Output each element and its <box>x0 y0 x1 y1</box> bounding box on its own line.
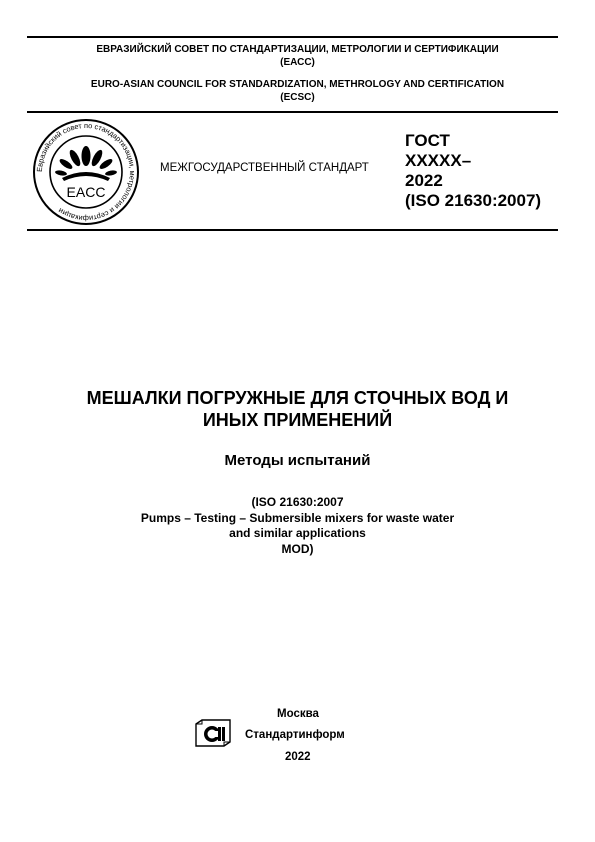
council-en-abbr: (ECSC) <box>280 92 315 103</box>
council-ru <box>0 43 595 69</box>
iso-line3: and similar applications <box>229 526 366 540</box>
seal-emblem-icon <box>55 146 118 181</box>
standard-type: МЕЖГОСУДАРСТВЕННЫЙ СТАНДАРТ <box>160 162 369 174</box>
standartinform-logo <box>192 718 234 748</box>
publication-year: 2022 <box>285 751 311 763</box>
title-line2: ИНЫХ ПРИМЕНЕНИЙ <box>202 410 393 430</box>
iso-line2: Pumps – Testing – Submersible mixers for waste water <box>140 510 455 525</box>
designation-line2: ХХХХХ– <box>405 151 472 170</box>
top-rule <box>27 36 558 38</box>
council-en <box>0 78 595 104</box>
document-subtitle: Методы испытаний <box>224 452 371 469</box>
publisher-name: Стандартинформ <box>245 729 345 741</box>
council-ru-abbr: (ЕАСС) <box>280 57 315 68</box>
designation-line4: (ISO 21630:2007) <box>405 191 542 210</box>
iso-line4: MOD) <box>281 541 314 556</box>
publisher-city: Москва <box>277 708 319 720</box>
standard-designation <box>405 131 541 211</box>
council-en-name: EURO-ASIAN COUNCIL FOR STANDARDIZATION, METHROLOGY AND CERTIFICATION <box>90 79 505 90</box>
seal-ring-text: Евразийский совет по стандартизации, метрологии и сертификации <box>34 120 138 224</box>
title-line1: МЕШАЛКИ ПОГРУЖНЫЕ ДЛЯ СТОЧНЫХ ВОД И <box>86 388 509 408</box>
iso-line1: (ISO 21630:2007 <box>251 495 344 509</box>
bottom-header-rule <box>27 229 558 231</box>
iso-reference <box>0 495 595 557</box>
council-ru-name: ЕВРАЗИЙСКИЙ СОВЕТ ПО СТАНДАРТИЗАЦИИ, МЕТРОЛОГИИ И СЕРТИФИКАЦИИ <box>96 44 499 55</box>
designation-line1: ГОСТ <box>405 131 450 150</box>
header-rule <box>27 111 558 113</box>
document-title <box>0 387 595 431</box>
seal-label: EACC <box>66 184 106 200</box>
eacc-seal-logo <box>32 118 140 226</box>
designation-line3: 2022 <box>405 171 443 190</box>
